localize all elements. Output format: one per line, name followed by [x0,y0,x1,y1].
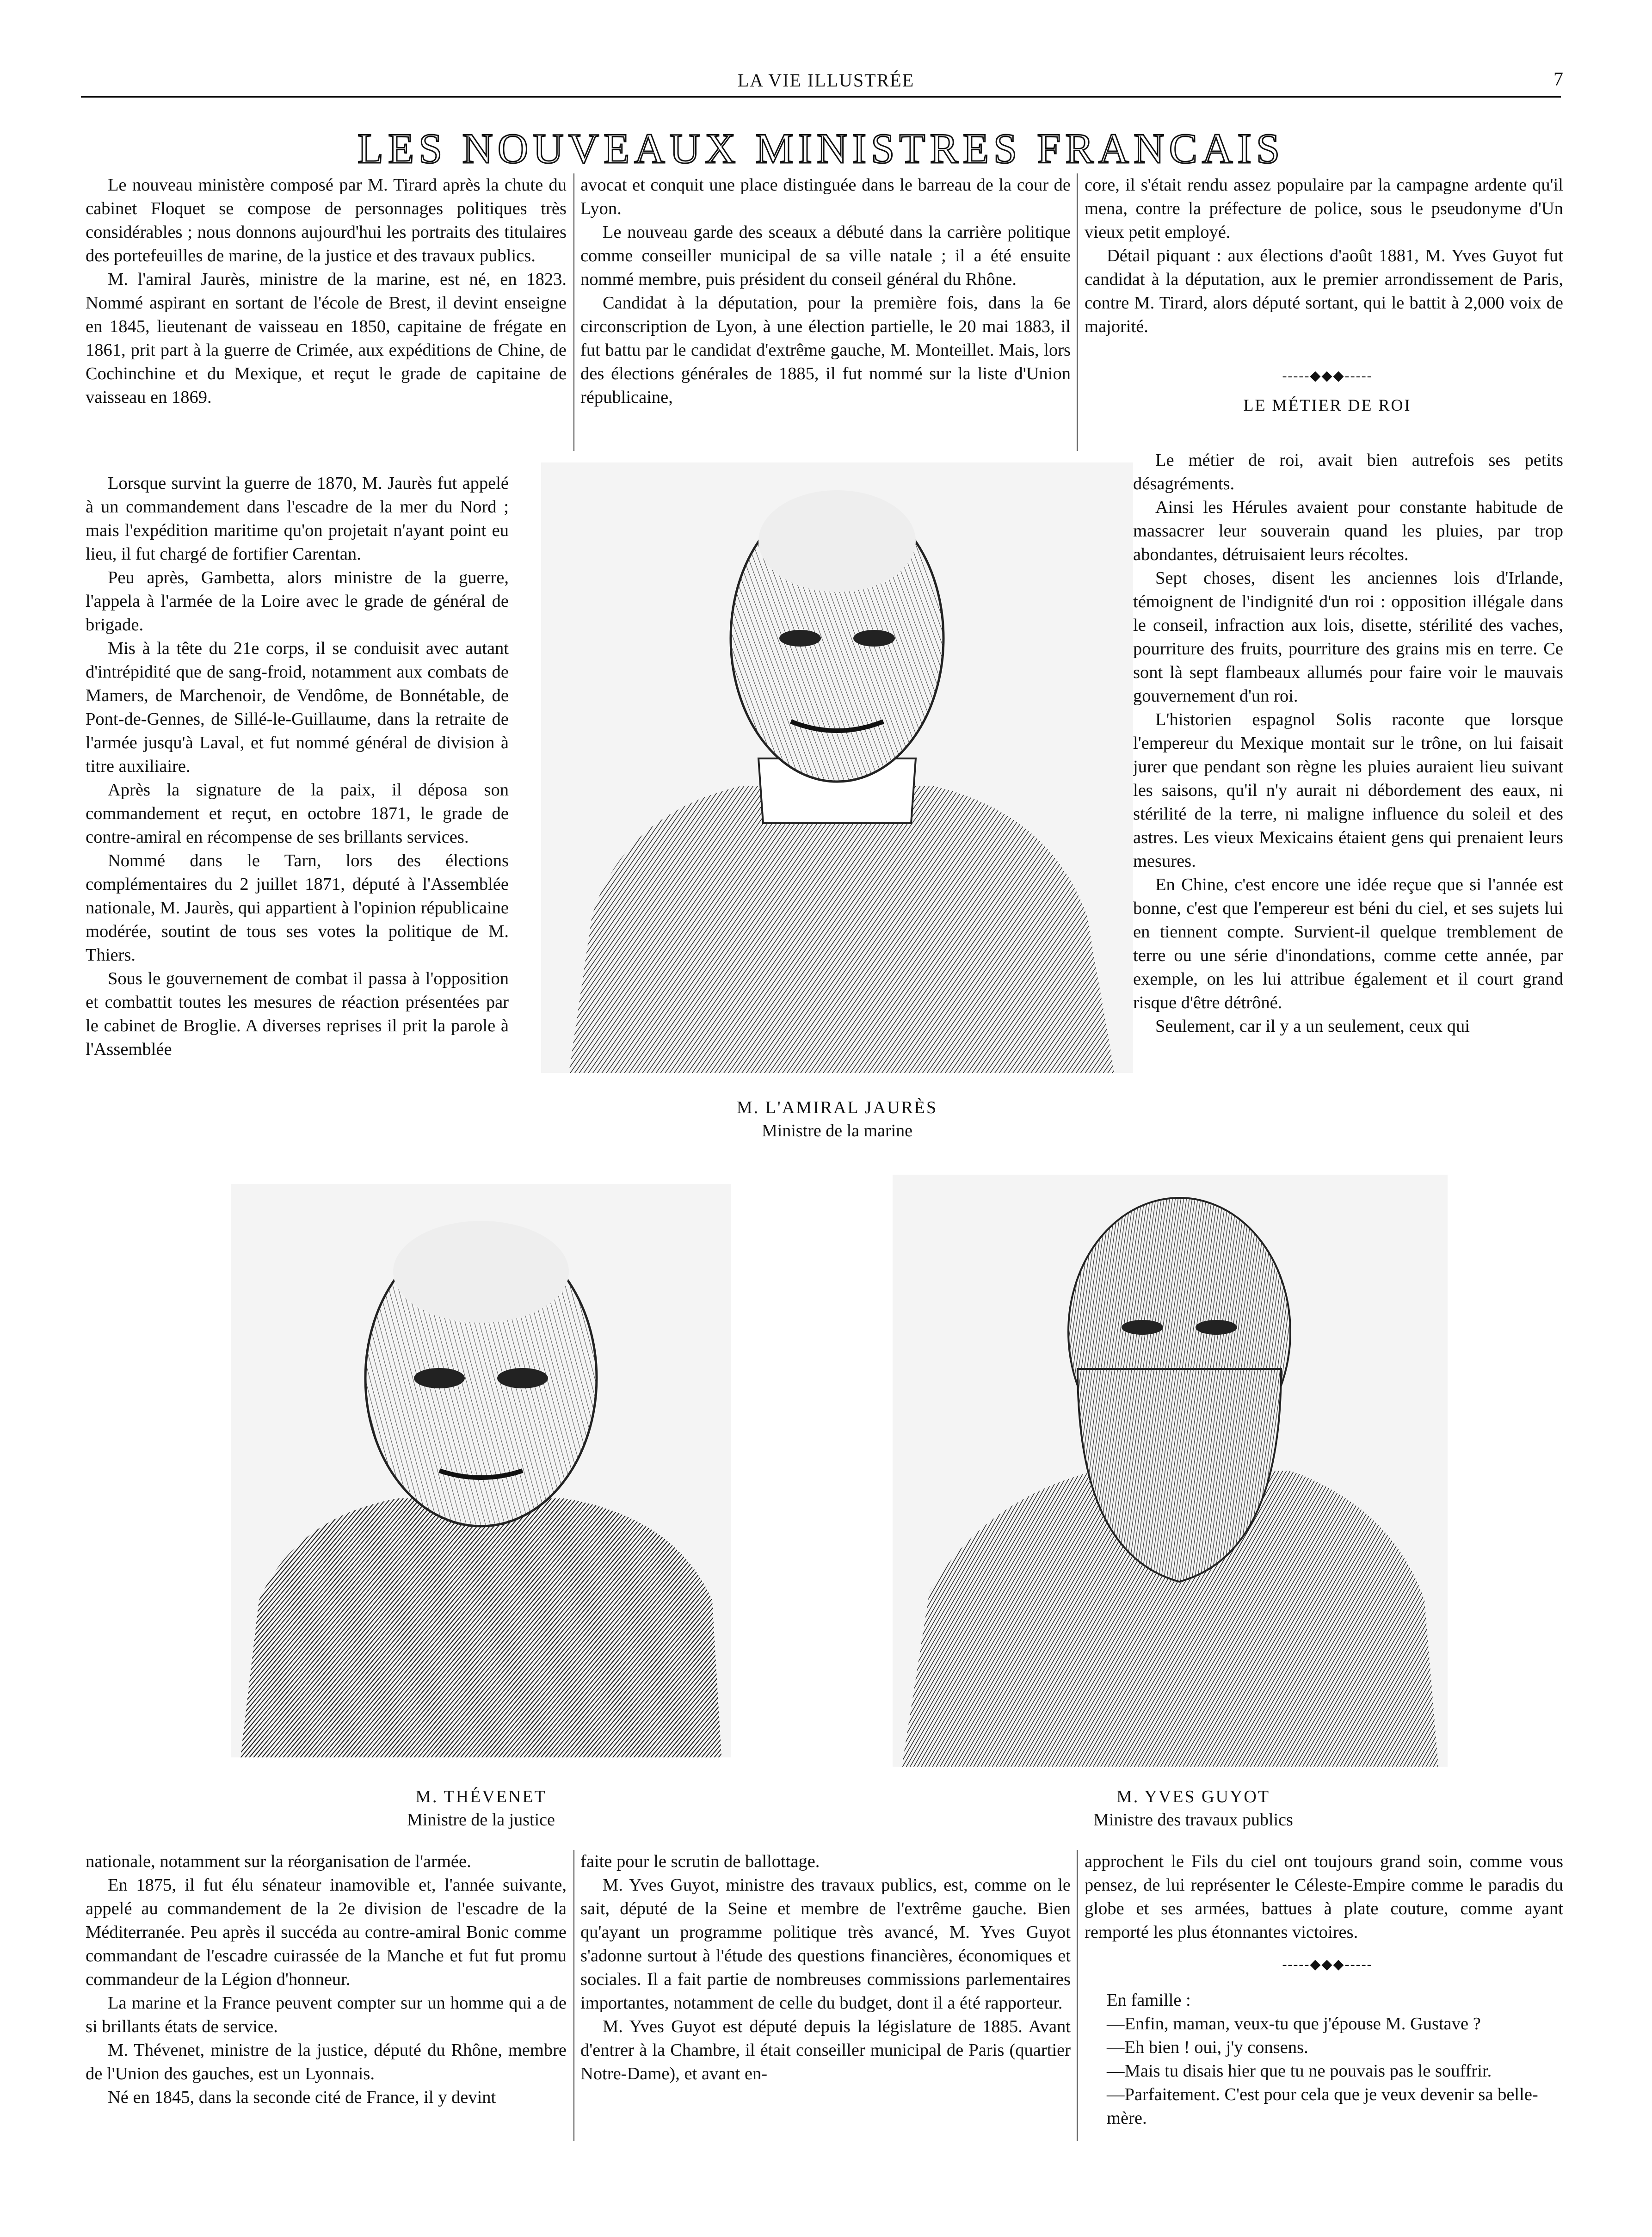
paragraph: M. Yves Guyot est député depuis la législature de 1885. Avant d'entrer à la Chambre, il était conseiller municipal de Paris (quartier Notre-Dame), et avant en- [580,2017,1071,2083]
portrait-guyot [893,1175,1448,1767]
col3-bottom-text [1085,1850,1563,1944]
paragraph: En Chine, c'est encore une idée reçue que si l'année est bonne, c'est que l'empereur est béni du ciel, et ses sujets lui en tiennent compte. Survient-il quelque tremblement de terre ou une série d'inondations, comme cette année, par exemple, on les lui attribue également et il court grand risque d'être détrôné. [1133,875,1563,1012]
dialogue-intro: En famille : [1107,1990,1191,2010]
column-rule [573,173,574,451]
header-rule [81,96,1561,98]
article-title: LES NOUVEAUX MINISTRES FRANCAIS [357,125,1285,172]
engraving-portrait-icon [893,1175,1448,1767]
column-rule [573,1850,574,2141]
paragraph: Le nouveau ministère composé par M. Tirard après la chute du cabinet Floquet se compose de personnages politiques très considérables ; nous donnons aujourd'hui les portraits des titulaires des portefeuilles de marine, de la justice et des travaux publics. [86,175,567,265]
paragraph: M. l'amiral Jaurès, ministre de la marine, est né, en 1823. Nommé aspirant en sortant de l'école de Brest, il devint enseigne en 1845, lieutenant de vaisseau en 1850, capitaine de frégate en 1861, prit part à la guerre de Crimée, aux expéditions de Chine, de Cochinchine et du Mexique, et reçut le grade de capitaine de vaisseau en 1869. [86,270,567,407]
paragraph: Mis à la tête du 21e corps, il se conduisit avec autant d'intrépidité que de sang-froid, notamment aux combats de Mamers, de Marchenoir, de Vendôme, de Bonnétable, de Pont-de-Gennes, de Sillé-le-Guillaume, dans la retraite de l'armée jusqu'à Laval, et fut nommé général de division à titre auxiliaire. [86,639,509,776]
engraving-portrait-icon [541,462,1133,1073]
paragraph: Peu après, Gambetta, alors ministre de la guerre, l'appela à l'armée de la Loire avec le grade de général de brigade. [86,568,509,635]
section-heading: LE MÉTIER DE ROI [1243,396,1412,414]
paragraph: faite pour le scrutin de ballottage. [580,1852,820,1871]
col1-top-text [86,173,567,409]
caption-role: Ministre de la justice [407,1810,555,1830]
paragraph: Après la signature de la paix, il déposa son commandement et reçut, en octobre 1871, le grade de contre-amiral en récompense de ses brillants services. [86,780,509,847]
dialogue-line: —Enfin, maman, veux-tu que j'épouse M. Gustave ? [1107,2014,1481,2034]
caption-thevenet [264,1785,698,1831]
col1-narrow-text [86,472,509,1061]
paragraph: nationale, notamment sur la réorganisation de l'armée. [86,1852,471,1871]
paragraph: Lorsque survint la guerre de 1870, M. Jaurès fut appelé à un commandement dans l'escadre de la mer du Nord ; mais l'expédition maritime qu'on projetait n'ayant point eu lieu, il fut chargé de fortifier Carentan. [86,474,509,564]
paragraph: Ainsi les Hérules avaient pour constante habitude de massacrer leur souverain quand les pluies, par trop abondantes, détruisaient leurs récoltes. [1133,498,1563,564]
paragraph: Seulement, car il y a un seulement, ceux qui [1155,1017,1470,1036]
dialogue-line: —Mais tu disais hier que tu ne pouvais pas le souffrir. [1107,2061,1492,2081]
paragraph: Détail piquant : aux élections d'août 1881, M. Yves Guyot fut candidat à la députation, aux le premier arrondissement de Paris, contre M. Tirard, alors député sortant, qui le battit à 2,000 voix de majorité. [1085,246,1563,336]
famille-dialogue [1085,1989,1563,2130]
paragraph: Sept choses, disent les anciennes lois d'Irlande, témoignent de l'indignité d'un roi : opposition illégale dans le conseil, infraction aux lois, disette, stérilité des vaches, pourriture des fruits, pourriture des grains mis en terre. Ce sont là sept flambeaux allumés pour faire voir le mauvais gouvernement d'un roi. [1133,568,1563,706]
metier-text [1133,449,1563,1038]
portrait-thevenet [231,1184,731,1757]
ornament-divider: -----◆◆◆----- [1282,1957,1373,1972]
paragraph: Candidat à la députation, pour la première fois, dans la 6e circonscription de Lyon, à une élection partielle, le 20 mai 1883, il fut battu par le candidat d'extrême gauche, M. Monteillet. Mais, lors des élections générales de 1885, il fut nommé sur la liste d'Union républicaine, [580,293,1071,407]
paragraph: L'historien espagnol Solis raconte que lorsque l'empereur du Mexique montait sur le trône, on lui faisait jurer que pendant son règne les pluies auraient lieu suivant les saisons, qu'il n'y aurait ni débordement des eaux, ni stérilité de la terre, ni maligne influence du soleil et des astres. Les vieux Mexicains étaient gens qui prenaient leurs mesures. [1133,710,1563,871]
caption-role: Ministre de la marine [761,1121,913,1140]
dialogue-line: —Parfaitement. C'est pour cela que je veux devenir sa belle-mère. [1107,2085,1538,2128]
paragraph: Le métier de roi, avait bien autrefois ses petits désagréments. [1133,450,1563,493]
caption-name: M. YVES GUYOT [1116,1787,1270,1806]
caption-role: Ministre des travaux publics [1093,1810,1293,1830]
paragraph: approchent le Fils du ciel ont toujours grand soin, comme vous pensez, de lui représenter le Céleste-Empire comme le paradis du globe et ses armées, battues à plate couture, comme ayant remporté les plus étonnantes victoires. [1085,1852,1563,1942]
paragraph: avocat et conquit une place distinguée dans le barreau de la cour de Lyon. [580,175,1071,218]
caption-name: M. L'AMIRAL JAURÈS [736,1098,938,1117]
col3-top-text [1085,173,1563,339]
portrait-jaures [541,462,1133,1073]
column-rule [1077,173,1078,451]
paragraph: Sous le gouvernement de combat il passa à l'opposition et combattit toutes les mesures de réaction présentées par le cabinet de Broglie. A diverses reprises il prit la parole à l'Assemblée [86,969,509,1059]
col1-bottom-text [86,1850,567,2109]
paragraph: Nommé dans le Tarn, lors des élections complémentaires du 2 juillet 1871, député à l'Assemblée nationale, M. Jaurès, qui appartient à l'opinion républicaine modérée, soutint de tous ses votes la politique de M. Thiers. [86,851,509,965]
col2-top-text [580,173,1071,409]
paragraph: Le nouveau garde des sceaux a débuté dans la carrière politique comme conseiller municipal de sa ville natale ; il a été ensuite nommé membre, puis président du conseil général du Rhône. [580,222,1071,289]
paragraph: M. Thévenet, ministre de la justice, député du Rhône, membre de l'Union des gauches, est un Lyonnais. [86,2040,567,2083]
running-title: LA VIE ILLUSTRÉE [737,70,915,91]
caption-name: M. THÉVENET [415,1787,547,1806]
col2-bottom-text [580,1850,1071,2086]
paragraph: core, il s'était rendu assez populaire par la campagne ardente qu'il mena, contre la préfecture de police, sous le pseudonyme d'Un vieux petit employé. [1085,175,1563,242]
caption-jaures [615,1096,1059,1142]
paragraph: En 1875, il fut élu sénateur inamovible et, l'année suivante, appelé au commandement de la 2e division de l'escadre de la Méditerranée. Peu après il succéda au contre-amiral Bonic comme commandant de l'escadre cuirassée de la Manche et fut fut promu commandeur de la Légion d'honneur. [86,1875,567,1989]
column-rule [1077,1850,1078,2141]
page-number: 7 [1553,69,1563,90]
paragraph: La marine et la France peuvent compter sur un homme qui a de si brillants états de service. [86,1993,567,2036]
paragraph: Né en 1845, dans la seconde cité de France, il y devint [108,2088,496,2107]
paragraph: M. Yves Guyot, ministre des travaux publics, est, comme on le sait, député de la Seine et membre de l'extrême gauche. Bien qu'ayant un programme politique très avancé, M. Yves Guyot s'adonne surtout à l'étude des questions financières, économiques et sociales. Il a fait partie de nombreuses commissions parlementaires importantes, notamment de celle du budget, dont il a été rapporteur. [580,1875,1071,2013]
engraving-portrait-icon [231,1184,731,1757]
caption-guyot [943,1785,1443,1831]
ornament-divider: -----◆◆◆----- [1282,368,1373,383]
dialogue-line: —Eh bien ! oui, j'y consens. [1107,2038,1308,2057]
